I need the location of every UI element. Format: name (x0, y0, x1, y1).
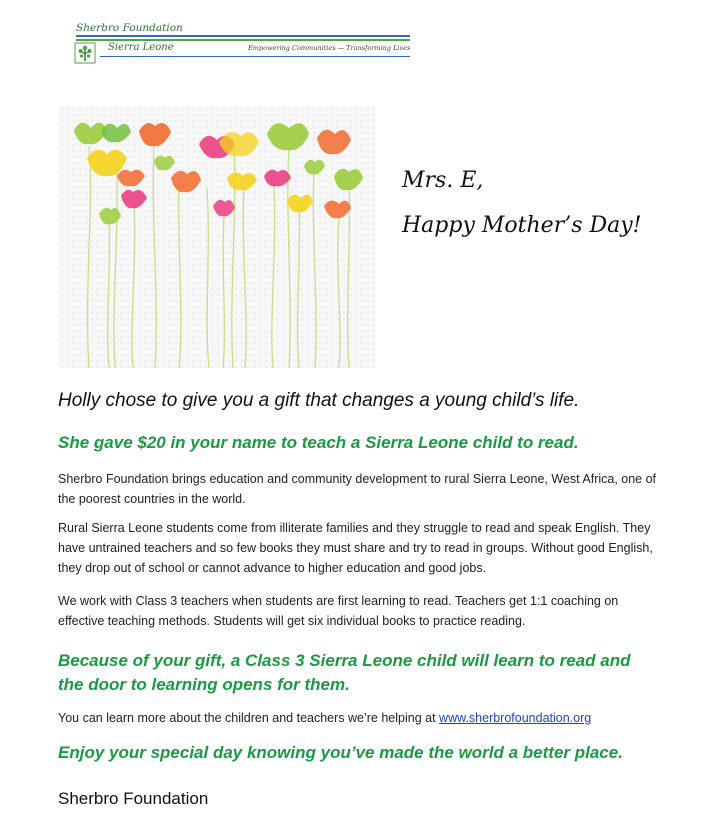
signature: Sherbro Foundation (58, 789, 209, 808)
paragraph-students: Rural Sierra Leone students come from illiterate families and they struggle to read and speak English. They have untrained teachers and so few books they must share and try to read in groups. Without good English, they drop out of school or cannot advance to higher education and good jobs. (58, 521, 653, 575)
closing-statement: Enjoy your special day knowing you’ve made the world a better place. (58, 743, 623, 762)
letterhead-sub-name: Sierra Leone (108, 42, 174, 53)
learn-more-text: You can learn more about the children and teachers we’re helping at (58, 711, 440, 725)
gift-statement: She gave $20 in your name to teach a Sierra Leone child to read. (58, 433, 579, 452)
greeting-name: Mrs. E, (402, 168, 484, 193)
paragraph-foundation: Sherbro Foundation brings education and community development to rural Sierra Leone, West Africa, one of the poorest countries in the world. (58, 472, 657, 506)
tree-logo-icon (74, 42, 96, 64)
letterhead-rule-bottom (100, 56, 410, 57)
impact-statement: Because of your gift, a Class 3 Sierra Leone child will learn to read and the door to learning opens for them. (58, 651, 631, 694)
letterhead-org-name: Sherbro Foundation (76, 22, 183, 34)
website-link[interactable]: www.sherbrofoundation.org (439, 711, 592, 725)
letterhead-rule-blue (76, 35, 410, 37)
lead-sentence: Holly chose to give you a gift that changes a young child’s life. (58, 390, 580, 411)
letterhead-tagline: Empowering Communities — Transforming Lives (248, 44, 411, 52)
greeting-message: Happy Mother’s Day! (402, 213, 642, 238)
letterhead (72, 22, 412, 66)
flowers-illustration (59, 106, 375, 368)
letterhead-rule-green (76, 39, 410, 41)
learn-more (58, 708, 658, 728)
paragraph-teachers: We work with Class 3 teachers when students are first learning to read. Teachers get 1:1 coaching on effective teaching methods. Students will get six individual books to practice reading. (58, 594, 619, 628)
